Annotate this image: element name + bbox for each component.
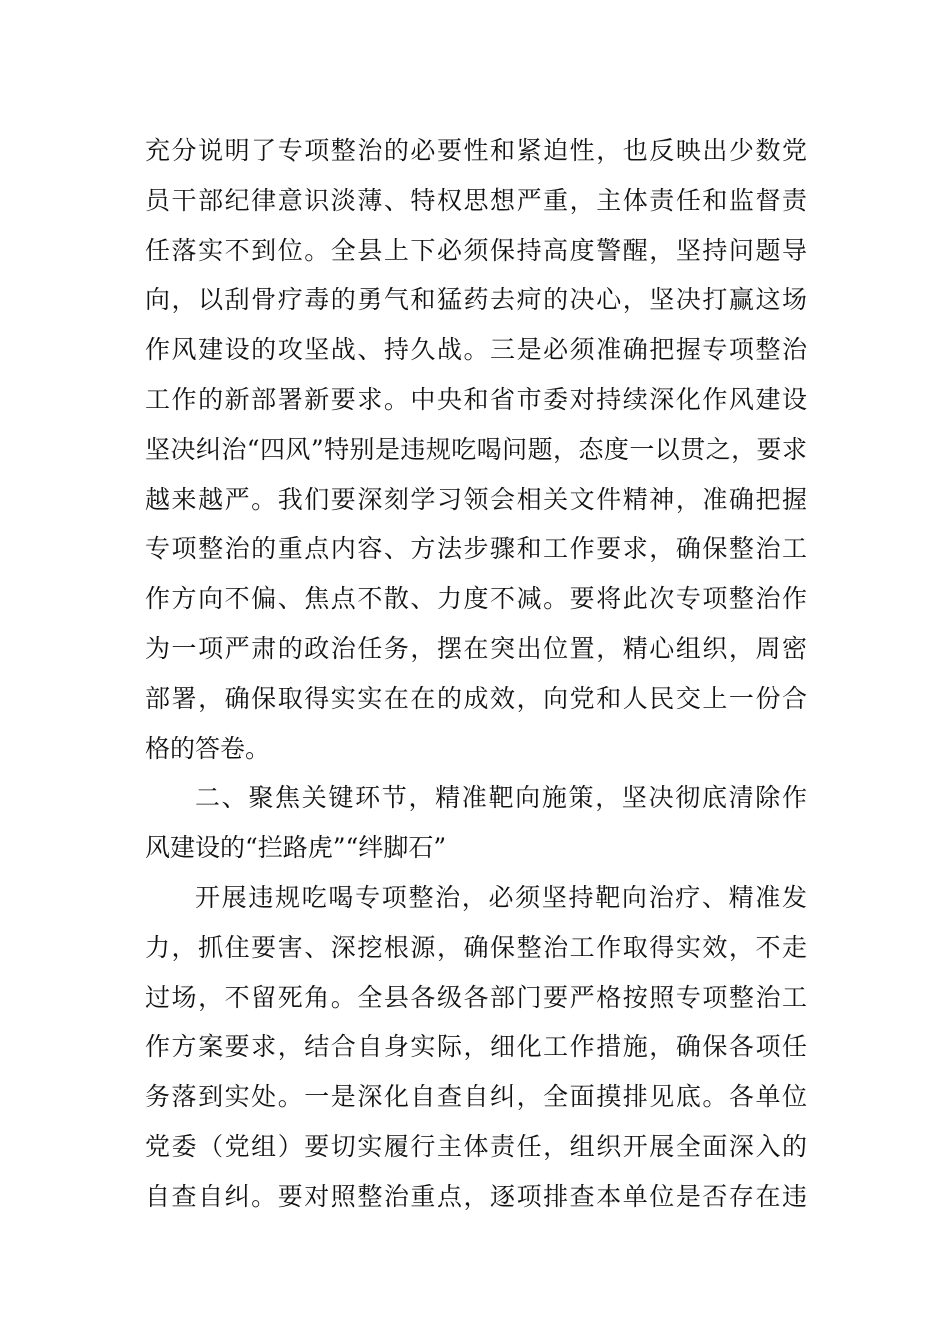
text-line: 作方案要求，结合自身实际，细化工作措施，确保各项任: [145, 1032, 807, 1062]
text-line: 部署，确保取得实实在在的成效，向党和人民交上一份合: [145, 683, 807, 713]
text-line: 开展违规吃喝专项整治，必须坚持靶向治疗、精准发: [195, 882, 807, 912]
text-line: 党委（党组）要切实履行主体责任，组织开展全面深入的: [145, 1131, 807, 1161]
text-line: 过场，不留死角。全县各级各部门要严格按照专项整治工: [145, 982, 807, 1012]
text-line: 专项整治的重点内容、方法步骤和工作要求，确保整治工: [145, 534, 807, 564]
text-line: 任落实不到位。全县上下必须保持高度警醒，坚持问题导: [145, 235, 807, 265]
heading-line: 二、聚焦关键环节，精准靶向施策，坚决彻底清除作: [195, 783, 807, 813]
heading-line: 风建设的“拦路虎”“绊脚石”: [145, 833, 447, 863]
text-line: 务落到实处。一是深化自查自纠，全面摸排见底。各单位: [145, 1082, 807, 1112]
text-line: 作风建设的攻坚战、持久战。三是必须准确把握专项整治: [145, 335, 807, 365]
text-line: 自查自纠。要对照整治重点，逐项排查本单位是否存在违: [145, 1181, 807, 1211]
section-heading-2: [145, 773, 807, 873]
text-line: 力，抓住要害、深挖根源，确保整治工作取得实效，不走: [145, 932, 807, 962]
paragraph-1: [145, 126, 807, 773]
paragraph-2: [145, 873, 807, 1222]
text-line: 充分说明了专项整治的必要性和紧迫性，也反映出少数党: [145, 136, 807, 165]
text-line: 向，以刮骨疗毒的勇气和猛药去疴的决心，坚决打赢这场: [145, 285, 807, 315]
text-line: 员干部纪律意识淡薄、特权思想严重，主体责任和监督责: [145, 185, 807, 215]
text-line: 坚决纠治“四风”特别是违规吃喝问题，态度一以贯之，要求: [145, 434, 807, 464]
text-line: 工作的新部署新要求。中央和省市委对持续深化作风建设: [145, 384, 807, 414]
text-line: 作方向不偏、焦点不散、力度不减。要将此次专项整治作: [145, 584, 807, 614]
document-body: [145, 126, 807, 1222]
text-line: 为一项严肃的政治任务，摆在突出位置，精心组织，周密: [145, 633, 807, 663]
text-line: 越来越严。我们要深刻学习领会相关文件精神，准确把握: [145, 484, 807, 514]
text-line: 格的答卷。: [145, 733, 271, 763]
